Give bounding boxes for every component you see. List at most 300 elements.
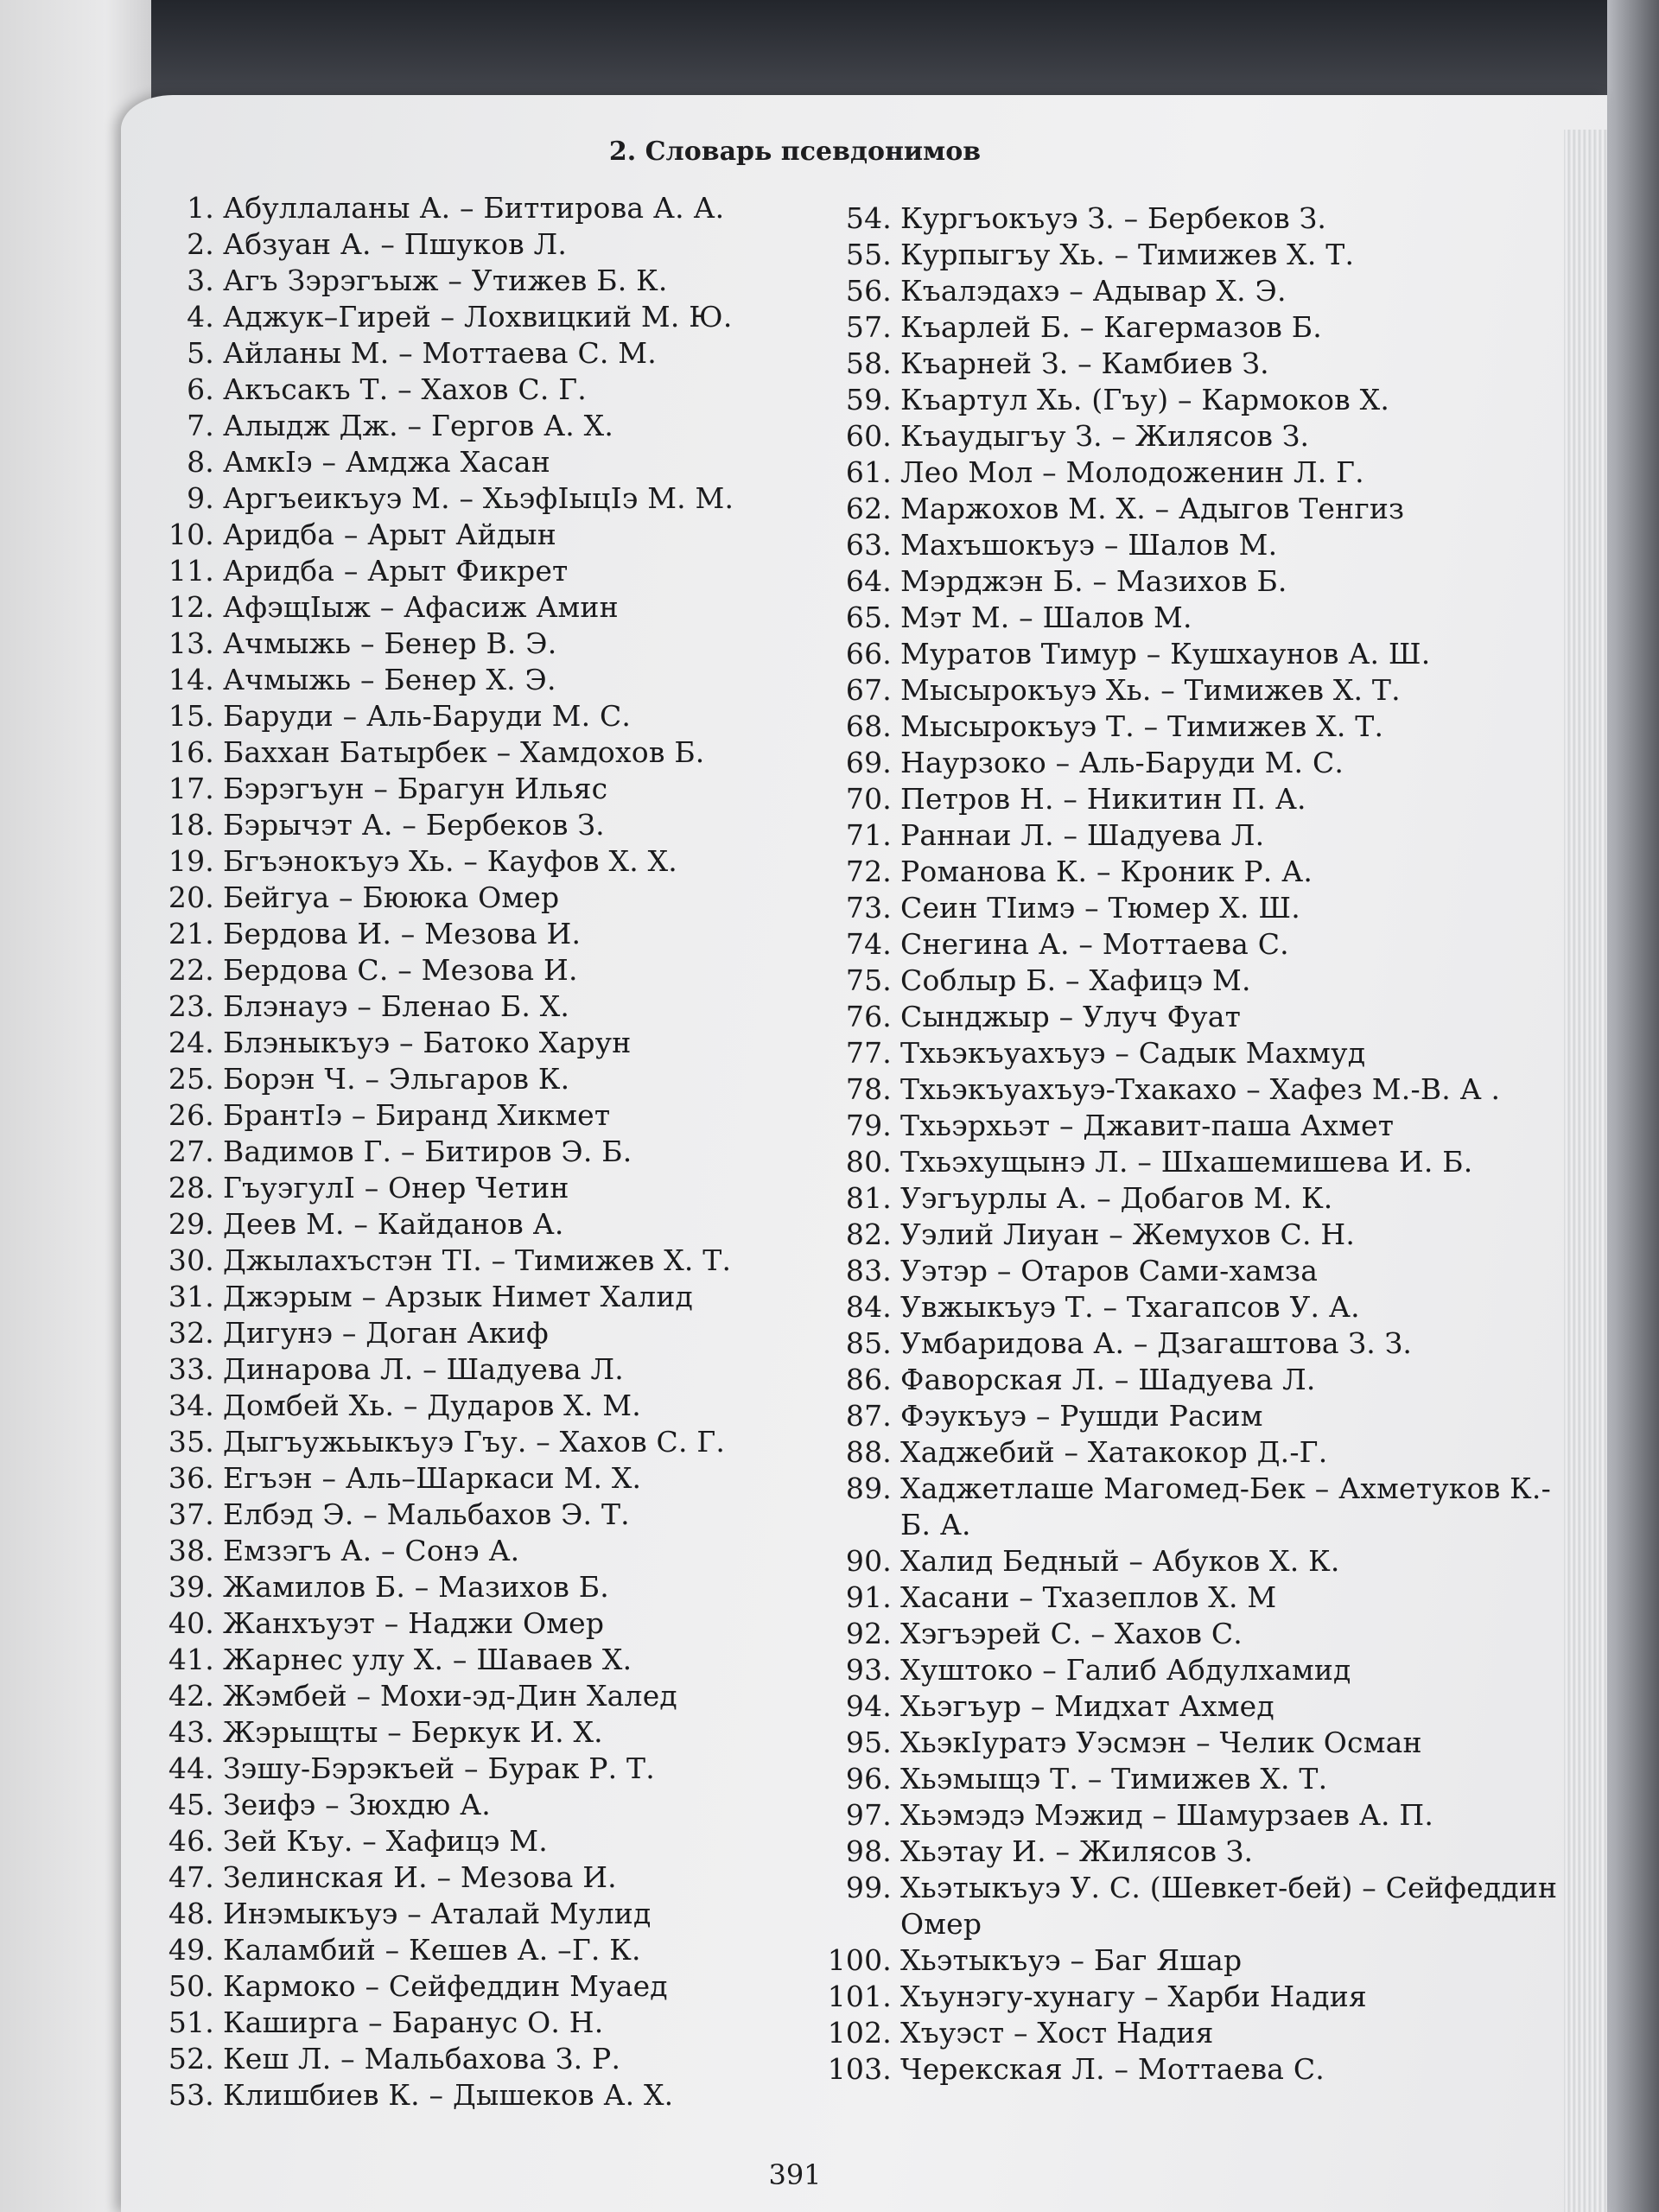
entry-number: 33. <box>168 1352 214 1386</box>
entry-text: ГъуэгулI – Онер Четин <box>223 1171 569 1205</box>
entry-text: БрантIэ – Биранд Хикмет <box>223 1098 611 1132</box>
entry-number: 35. <box>168 1425 214 1459</box>
entry-number: 29. <box>168 1207 214 1241</box>
entry-number: 54. <box>845 201 892 235</box>
entry-text: Лео Мол – Молодоженин Л. Г. <box>900 455 1364 489</box>
entry-text: Муратов Тимур – Кушхаунов А. Ш. <box>900 637 1431 671</box>
entry-number: 10. <box>168 518 214 551</box>
entry-text: Инэмыкъуэ – Аталай Мулид <box>223 1897 652 1930</box>
entry-number: 88. <box>845 1435 892 1469</box>
pseudonym-entry <box>154 263 828 299</box>
pseudonym-entry <box>154 1170 828 1206</box>
pseudonym-entry <box>154 299 828 335</box>
entry-number: 21. <box>168 917 214 950</box>
pseudonym-entry <box>154 1642 828 1678</box>
entry-text: Ачмыжь – Бенер Х. Э. <box>223 663 556 696</box>
entry-number: 39. <box>168 1570 214 1604</box>
entry-number: 80. <box>845 1145 892 1179</box>
entry-text: Блэныкъуэ – Батоко Харун <box>223 1026 632 1059</box>
pseudonym-entry <box>154 1061 828 1097</box>
pseudonym-entry <box>154 1243 828 1279</box>
entry-text: Баххан Батырбек – Хамдохов Б. <box>223 735 705 769</box>
entry-number: 52. <box>168 2042 214 2075</box>
entry-text: Деев М. – Кайданов А. <box>223 1207 564 1241</box>
entry-text: Къарней З. – Камбиев З. <box>900 346 1269 380</box>
entry-number: 45. <box>168 1788 214 1821</box>
entry-number: 89. <box>845 1471 892 1505</box>
entry-number: 63. <box>845 528 892 562</box>
pseudonym-entry <box>821 817 1564 854</box>
entry-text: Умбаридова А. – Дзагаштова З. З. <box>900 1326 1413 1360</box>
entry-text: Аридба – Арыт Фикрет <box>223 554 569 588</box>
entry-number: 11. <box>168 554 214 588</box>
entry-number: 78. <box>845 1072 892 1106</box>
entry-text: Хьэтау И. – Жилясов З. <box>900 1834 1254 1868</box>
entry-text: Халид Бедный – Абуков Х. К. <box>900 1544 1340 1578</box>
pseudonym-entry <box>154 517 828 553</box>
entry-text: Раннаи Л. – Шадуева Л. <box>900 818 1265 852</box>
entry-number: 90. <box>845 1544 892 1578</box>
pseudonym-entry <box>821 346 1564 382</box>
entry-text: Жарнес улу Х. – Шаваев Х. <box>223 1643 632 1676</box>
entry-text: Хаджебий – Хатакокор Д.-Г. <box>900 1435 1328 1469</box>
entry-number: 102. <box>827 2016 892 2050</box>
pseudonym-entry <box>154 480 828 517</box>
pseudonym-entry <box>821 1688 1564 1725</box>
entry-text: Бердова С. – Мезова И. <box>223 953 578 987</box>
entry-text: Мысырокъуэ Хь. – Тимижев Х. Т. <box>900 673 1401 707</box>
page-number: 391 <box>768 2158 822 2191</box>
entry-text: Хэгъэрей С. – Хахов С. <box>900 1617 1243 1650</box>
pseudonym-entry <box>154 1279 828 1315</box>
entry-number: 68. <box>845 709 892 743</box>
entry-text: Къартул Хь. (Гъу) – Кармоков Х. <box>900 383 1390 416</box>
entry-number: 74. <box>845 927 892 961</box>
pseudonym-entry <box>821 491 1564 527</box>
entry-text: Егъэн – Аль–Шаркаси М. Х. <box>223 1461 642 1495</box>
pseudonym-entry <box>821 999 1564 1035</box>
pseudonym-entry <box>821 1797 1564 1834</box>
entry-number: 83. <box>845 1254 892 1287</box>
entry-number: 76. <box>845 1000 892 1033</box>
entry-text: Аргъеикъуэ М. – ХьэфIыцIэ М. М. <box>223 481 734 515</box>
pseudonym-entry <box>154 372 828 408</box>
pseudonym-entry <box>821 1144 1564 1180</box>
entry-number: 19. <box>168 844 214 878</box>
entry-number: 60. <box>845 419 892 453</box>
entry-number: 1. <box>187 191 214 225</box>
entry-text: Мэт М. – Шалов М. <box>900 601 1192 634</box>
pseudonym-entry <box>821 563 1564 600</box>
entry-number: 82. <box>845 1217 892 1251</box>
entry-number: 66. <box>845 637 892 671</box>
pseudonym-entry <box>821 527 1564 563</box>
entry-number: 31. <box>168 1280 214 1313</box>
pseudonym-entry <box>821 1761 1564 1797</box>
entry-text: Фаворская Л. – Шадуева Л. <box>900 1363 1316 1396</box>
entry-text: Каламбий – Кешев А. –Г. К. <box>223 1933 641 1967</box>
entry-text: Тхьэкъуахъуэ-Тхакахо – Хафез М.-В. А . <box>900 1072 1501 1106</box>
entry-text: Жэрыщты – Беркук И. Х. <box>223 1715 603 1749</box>
pseudonym-entry <box>154 771 828 807</box>
pseudonym-entry <box>821 636 1564 672</box>
pseudonym-entry <box>154 698 828 734</box>
entry-text: Вадимов Г. – Битиров Э. Б. <box>223 1135 632 1168</box>
pseudonym-entry <box>821 1217 1564 1253</box>
pseudonym-entry <box>821 1071 1564 1108</box>
entry-text: Жанхъуэт – Наджи Омер <box>223 1606 605 1640</box>
pseudonym-entry <box>821 1870 1564 1942</box>
pseudonym-entry <box>154 226 828 263</box>
entry-number: 98. <box>845 1834 892 1868</box>
pseudonym-entry <box>821 1035 1564 1071</box>
entry-number: 6. <box>187 372 214 406</box>
pseudonym-entry <box>154 626 828 662</box>
entry-number: 57. <box>845 310 892 344</box>
page-stack-edge <box>1564 130 1607 2212</box>
entry-text: Къаудыгъу З. – Жилясов З. <box>900 419 1310 453</box>
entry-text: Мысырокъуэ Т. – Тимижев Х. Т. <box>900 709 1384 743</box>
pseudonym-entry <box>154 880 828 916</box>
entry-text: Абуллаланы А. – Биттирова А. А. <box>223 191 725 225</box>
pseudonym-entry <box>154 916 828 952</box>
entry-number: 44. <box>168 1751 214 1785</box>
pseudonym-entry <box>154 2005 828 2041</box>
entry-text: Блэнауэ – Бленао Б. Х. <box>223 989 570 1023</box>
pseudonym-entry <box>154 408 828 444</box>
pseudonym-entry <box>821 1362 1564 1398</box>
entry-number: 49. <box>168 1933 214 1967</box>
entry-text: Кеш Л. – Мальбахова З. Р. <box>223 2042 621 2075</box>
entry-text: Сеин ТIимэ – Тюмер Х. Ш. <box>900 891 1300 925</box>
entry-number: 12. <box>168 590 214 624</box>
pseudonym-entry <box>154 190 828 226</box>
pseudonym-entry <box>821 1979 1564 2015</box>
entry-number: 67. <box>845 673 892 707</box>
book-page <box>121 95 1607 2212</box>
entry-number: 4. <box>187 300 214 334</box>
pseudonym-entry <box>154 1968 828 2005</box>
pseudonym-entry <box>154 807 828 843</box>
entry-number: 87. <box>845 1399 892 1433</box>
pseudonym-entry <box>154 1605 828 1642</box>
pseudonym-entry <box>821 1434 1564 1471</box>
pseudonym-entry <box>154 335 828 372</box>
entry-number: 56. <box>845 274 892 308</box>
entry-number: 79. <box>845 1109 892 1142</box>
entry-number: 96. <box>845 1762 892 1796</box>
pseudonym-entry <box>154 1206 828 1243</box>
entry-text: Дыгъужьыкъуэ Гъу. – Хахов С. Г. <box>223 1425 726 1459</box>
entry-number: 24. <box>168 1026 214 1059</box>
pseudonym-entry <box>154 1787 828 1823</box>
pseudonym-entry <box>154 1714 828 1751</box>
entry-text: Бэрычэт А. – Бербеков З. <box>223 808 605 842</box>
pseudonym-entry <box>154 1678 828 1714</box>
entry-number: 23. <box>168 989 214 1023</box>
pseudonym-entry <box>154 2041 828 2077</box>
entry-text: АмкIэ – Амджа Хасан <box>223 445 550 479</box>
entry-text: Аджук–Гирей – Лохвицкий М. Ю. <box>223 300 733 334</box>
entry-text: Снегина А. – Моттаева С. <box>900 927 1289 961</box>
entry-text: Хьэмэдэ Мэжид – Шамурзаев А. П. <box>900 1798 1434 1832</box>
entry-number: 40. <box>168 1606 214 1640</box>
pseudonym-entry <box>154 1533 828 1569</box>
entry-number: 43. <box>168 1715 214 1749</box>
entry-text: Маржохов М. Х. – Адыгов Тенгиз <box>900 492 1405 525</box>
entry-text: Хъуэст – Хост Надия <box>900 2016 1214 2050</box>
pseudonym-list-left <box>154 190 828 2113</box>
entry-number: 69. <box>845 746 892 779</box>
pseudonym-entry <box>821 890 1564 926</box>
entry-text: Къалэдахэ – Адывар Х. Э. <box>900 274 1287 308</box>
pseudonym-entry <box>821 237 1564 273</box>
entry-text: Баруди – Аль-Баруди М. С. <box>223 699 632 733</box>
entry-text: Хасани – Тхазеплов Х. М <box>900 1580 1277 1614</box>
pseudonym-entry <box>154 662 828 698</box>
pseudonym-entry <box>154 1134 828 1170</box>
entry-text: Домбей Хь. – Дударов Х. М. <box>223 1389 641 1422</box>
entry-text: Елбэд Э. – Мальбахов Э. Т. <box>223 1497 630 1531</box>
entry-number: 2. <box>187 227 214 261</box>
entry-text: Наурзоко – Аль-Баруди М. С. <box>900 746 1344 779</box>
entry-text: Хьэтыкъуэ – Баг Яшар <box>900 1943 1243 1977</box>
entry-text: Уэтэр – Отаров Сами-хамза <box>900 1254 1319 1287</box>
pseudonym-entry <box>821 382 1564 418</box>
entry-number: 41. <box>168 1643 214 1676</box>
entry-number: 48. <box>168 1897 214 1930</box>
pseudonym-entry <box>821 1325 1564 1362</box>
pseudonym-entry <box>154 1315 828 1351</box>
pseudonym-entry <box>154 1025 828 1061</box>
pseudonym-entry <box>154 734 828 771</box>
entry-number: 94. <box>845 1689 892 1723</box>
entry-text: Зэшу-Бэрэкъей – Бурак Р. Т. <box>223 1751 655 1785</box>
pseudonym-entry <box>821 709 1564 745</box>
entry-text: Джылахъстэн ТI. – Тимижев Х. Т. <box>223 1243 732 1277</box>
entry-number: 59. <box>845 383 892 416</box>
entry-number: 71. <box>845 818 892 852</box>
pseudonym-entry <box>821 1289 1564 1325</box>
entry-text: Жамилов Б. – Мазихов Б. <box>223 1570 609 1604</box>
entry-text: Борэн Ч. – Эльгаров К. <box>223 1062 570 1096</box>
entry-number: 14. <box>168 663 214 696</box>
pseudonym-entry <box>154 2077 828 2113</box>
entry-text: Бэрэгъун – Брагун Ильяс <box>223 772 608 805</box>
entry-number: 8. <box>187 445 214 479</box>
entry-text: Хъунэгу-хунагу – Харби Надия <box>900 1980 1367 2013</box>
entry-text: АфэщIыж – Афасиж Амин <box>223 590 619 624</box>
entry-text: Кургъокъуэ З. – Бербеков З. <box>900 201 1327 235</box>
entry-text: Абзуан А. – Пшуков Л. <box>223 227 568 261</box>
entry-number: 9. <box>187 481 214 515</box>
pseudonym-entry <box>821 1180 1564 1217</box>
entry-number: 73. <box>845 891 892 925</box>
entry-text: Уэгъурлы А. – Добагов М. К. <box>900 1181 1333 1215</box>
entry-number: 81. <box>845 1181 892 1215</box>
entry-number: 84. <box>845 1290 892 1324</box>
entry-text: Бейгуа – Бююка Омер <box>223 880 560 914</box>
entry-number: 20. <box>168 880 214 914</box>
pseudonym-entry <box>154 1497 828 1533</box>
entry-text: Романова К. – Кроник Р. А. <box>900 855 1313 888</box>
entry-number: 16. <box>168 735 214 769</box>
entry-number: 85. <box>845 1326 892 1360</box>
entry-text: Фэукъуэ – Рушди Расим <box>900 1399 1263 1433</box>
pseudonym-entry <box>154 1569 828 1605</box>
pseudonym-entry <box>821 2015 1564 2051</box>
pseudonym-entry <box>154 589 828 626</box>
pseudonym-entry <box>154 1388 828 1424</box>
entry-text: Ачмыжь – Бенер В. Э. <box>223 626 557 660</box>
pseudonym-entry <box>821 926 1564 963</box>
entry-number: 75. <box>845 963 892 997</box>
entry-number: 5. <box>187 336 214 370</box>
entry-text: Клишбиев К. – Дышеков А. Х. <box>223 2078 674 2112</box>
entry-text: Алыдж Дж. – Гергов А. Х. <box>223 409 614 442</box>
pseudonym-entry <box>154 843 828 880</box>
pseudonym-entry <box>154 1859 828 1896</box>
entry-number: 30. <box>168 1243 214 1277</box>
pseudonym-entry <box>821 1942 1564 1979</box>
entry-number: 86. <box>845 1363 892 1396</box>
pseudonym-entry <box>154 1896 828 1932</box>
entry-number: 27. <box>168 1135 214 1168</box>
pseudonym-entry <box>821 1580 1564 1616</box>
pseudonym-entry <box>821 309 1564 346</box>
entry-text: Черекская Л. – Моттаева С. <box>900 2052 1325 2086</box>
entry-text: Зей Къу. – Хафицэ М. <box>223 1824 548 1858</box>
pseudonym-entry <box>821 200 1564 237</box>
entry-number: 58. <box>845 346 892 380</box>
entry-number: 51. <box>168 2005 214 2039</box>
pseudonym-entry <box>154 1460 828 1497</box>
pseudonym-entry <box>821 2051 1564 2088</box>
entry-text: Айланы М. – Моттаева С. М. <box>223 336 657 370</box>
entry-text: ХьэкIуратэ Уэсмэн – Челик Осман <box>900 1726 1422 1759</box>
entry-number: 92. <box>845 1617 892 1650</box>
pseudonym-entry <box>821 273 1564 309</box>
entry-text: Динарова Л. – Шадуева Л. <box>223 1352 624 1386</box>
entry-number: 18. <box>168 808 214 842</box>
entry-number: 36. <box>168 1461 214 1495</box>
pseudonym-entry <box>154 988 828 1025</box>
pseudonym-entry <box>821 963 1564 999</box>
entry-text: Дигунэ – Доган Акиф <box>223 1316 549 1350</box>
entry-number: 34. <box>168 1389 214 1422</box>
entry-text: Къарлей Б. – Кагермазов Б. <box>900 310 1322 344</box>
entry-text: Бердова И. – Мезова И. <box>223 917 582 950</box>
entry-number: 15. <box>168 699 214 733</box>
pseudonym-entry <box>821 418 1564 454</box>
pseudonym-entry <box>154 1751 828 1787</box>
entry-text: Тхьэкъуахъуэ – Садык Махмуд <box>900 1036 1366 1070</box>
entry-number: 77. <box>845 1036 892 1070</box>
pseudonym-entry <box>821 781 1564 817</box>
entry-number: 47. <box>168 1860 214 1894</box>
entry-number: 50. <box>168 1969 214 2003</box>
pseudonym-entry <box>154 1351 828 1388</box>
entry-text: Хаджетлаше Магомед-Бек – Ахметуков К.-Б. А. <box>900 1471 1551 1541</box>
entry-number: 3. <box>187 264 214 297</box>
entry-number: 62. <box>845 492 892 525</box>
entry-number: 46. <box>168 1824 214 1858</box>
entry-number: 25. <box>168 1062 214 1096</box>
entry-number: 99. <box>845 1871 892 1904</box>
entry-number: 28. <box>168 1171 214 1205</box>
pseudonym-entry <box>821 1108 1564 1144</box>
entry-number: 91. <box>845 1580 892 1614</box>
entry-text: Акъсакъ Т. – Хахов С. Г. <box>223 372 587 406</box>
entry-text: Мэрджэн Б. – Мазихов Б. <box>900 564 1287 598</box>
entry-text: Петров Н. – Никитин П. А. <box>900 782 1306 816</box>
entry-number: 37. <box>168 1497 214 1531</box>
pseudonym-entry <box>154 1823 828 1859</box>
entry-text: Кармоко – Сейфеддин Муаед <box>223 1969 668 2003</box>
pseudonym-entry <box>821 454 1564 491</box>
entry-number: 101. <box>827 1980 892 2013</box>
entry-text: Емзэгъ А. – Сонэ А. <box>223 1534 520 1567</box>
entry-number: 64. <box>845 564 892 598</box>
pseudonym-entry <box>154 1932 828 1968</box>
entry-number: 97. <box>845 1798 892 1832</box>
pseudonym-entry <box>821 672 1564 709</box>
entry-text: Агъ Зэрэгъыж – Утижев Б. К. <box>223 264 668 297</box>
pseudonym-entry <box>821 1543 1564 1580</box>
entry-text: Тхьэхущынэ Л. – Шхашемишева И. Б. <box>900 1145 1473 1179</box>
entry-text: Сынджыр – Улуч Фуат <box>900 1000 1242 1033</box>
entry-text: Махъшокъуэ – Шалов М. <box>900 528 1278 562</box>
entry-text: Хьэтыкъуэ У. С. (Шевкет-бей) – Сейфеддин Омер <box>900 1871 1558 1941</box>
entry-text: Хьэмыщэ Т. – Тимижев Х. Т. <box>900 1762 1328 1796</box>
entry-number: 7. <box>187 409 214 442</box>
entry-number: 61. <box>845 455 892 489</box>
entry-number: 95. <box>845 1726 892 1759</box>
entry-number: 65. <box>845 601 892 634</box>
entry-text: Тхьэрхьэт – Джавит-паша Ахмет <box>900 1109 1395 1142</box>
background-right <box>1607 0 1659 2212</box>
entry-number: 38. <box>168 1534 214 1567</box>
entry-text: Хуштоко – Галиб Абдулхамид <box>900 1653 1351 1687</box>
pseudonym-entry <box>821 600 1564 636</box>
entry-text: Бгъэнокъуэ Хь. – Кауфов Х. Х. <box>223 844 677 878</box>
pseudonym-entry <box>821 1652 1564 1688</box>
entry-number: 13. <box>168 626 214 660</box>
entry-text: Каширга – Баранус О. Н. <box>223 2005 604 2039</box>
entry-text: Джэрым – Арзык Нимет Халид <box>223 1280 694 1313</box>
entry-text: Увжыкъуэ Т. – Тхагапсов У. А. <box>900 1290 1360 1324</box>
entry-number: 22. <box>168 953 214 987</box>
entry-number: 55. <box>845 238 892 271</box>
entry-text: Хьэгъур – Мидхат Ахмед <box>900 1689 1274 1723</box>
entry-text: Зелинская И. – Мезова И. <box>223 1860 617 1894</box>
pseudonym-entry <box>154 1424 828 1460</box>
entry-number: 32. <box>168 1316 214 1350</box>
entry-text: Курпыгъу Хь. – Тимижев Х. Т. <box>900 238 1355 271</box>
entry-number: 100. <box>827 1943 892 1977</box>
pseudonym-entry <box>821 1725 1564 1761</box>
entry-text: Жэмбей – Мохи-эд-Дин Халед <box>223 1679 677 1713</box>
pseudonym-entry <box>821 854 1564 890</box>
entry-number: 53. <box>168 2078 214 2112</box>
entry-number: 42. <box>168 1679 214 1713</box>
entry-text: Уэлий Лиуан – Жемухов С. Н. <box>900 1217 1356 1251</box>
pseudonym-entry <box>821 1471 1564 1543</box>
entry-text: Аридба – Арыт Айдын <box>223 518 556 551</box>
pseudonym-entry <box>821 1253 1564 1289</box>
entry-number: 103. <box>827 2052 892 2086</box>
pseudonym-entry <box>821 1616 1564 1652</box>
